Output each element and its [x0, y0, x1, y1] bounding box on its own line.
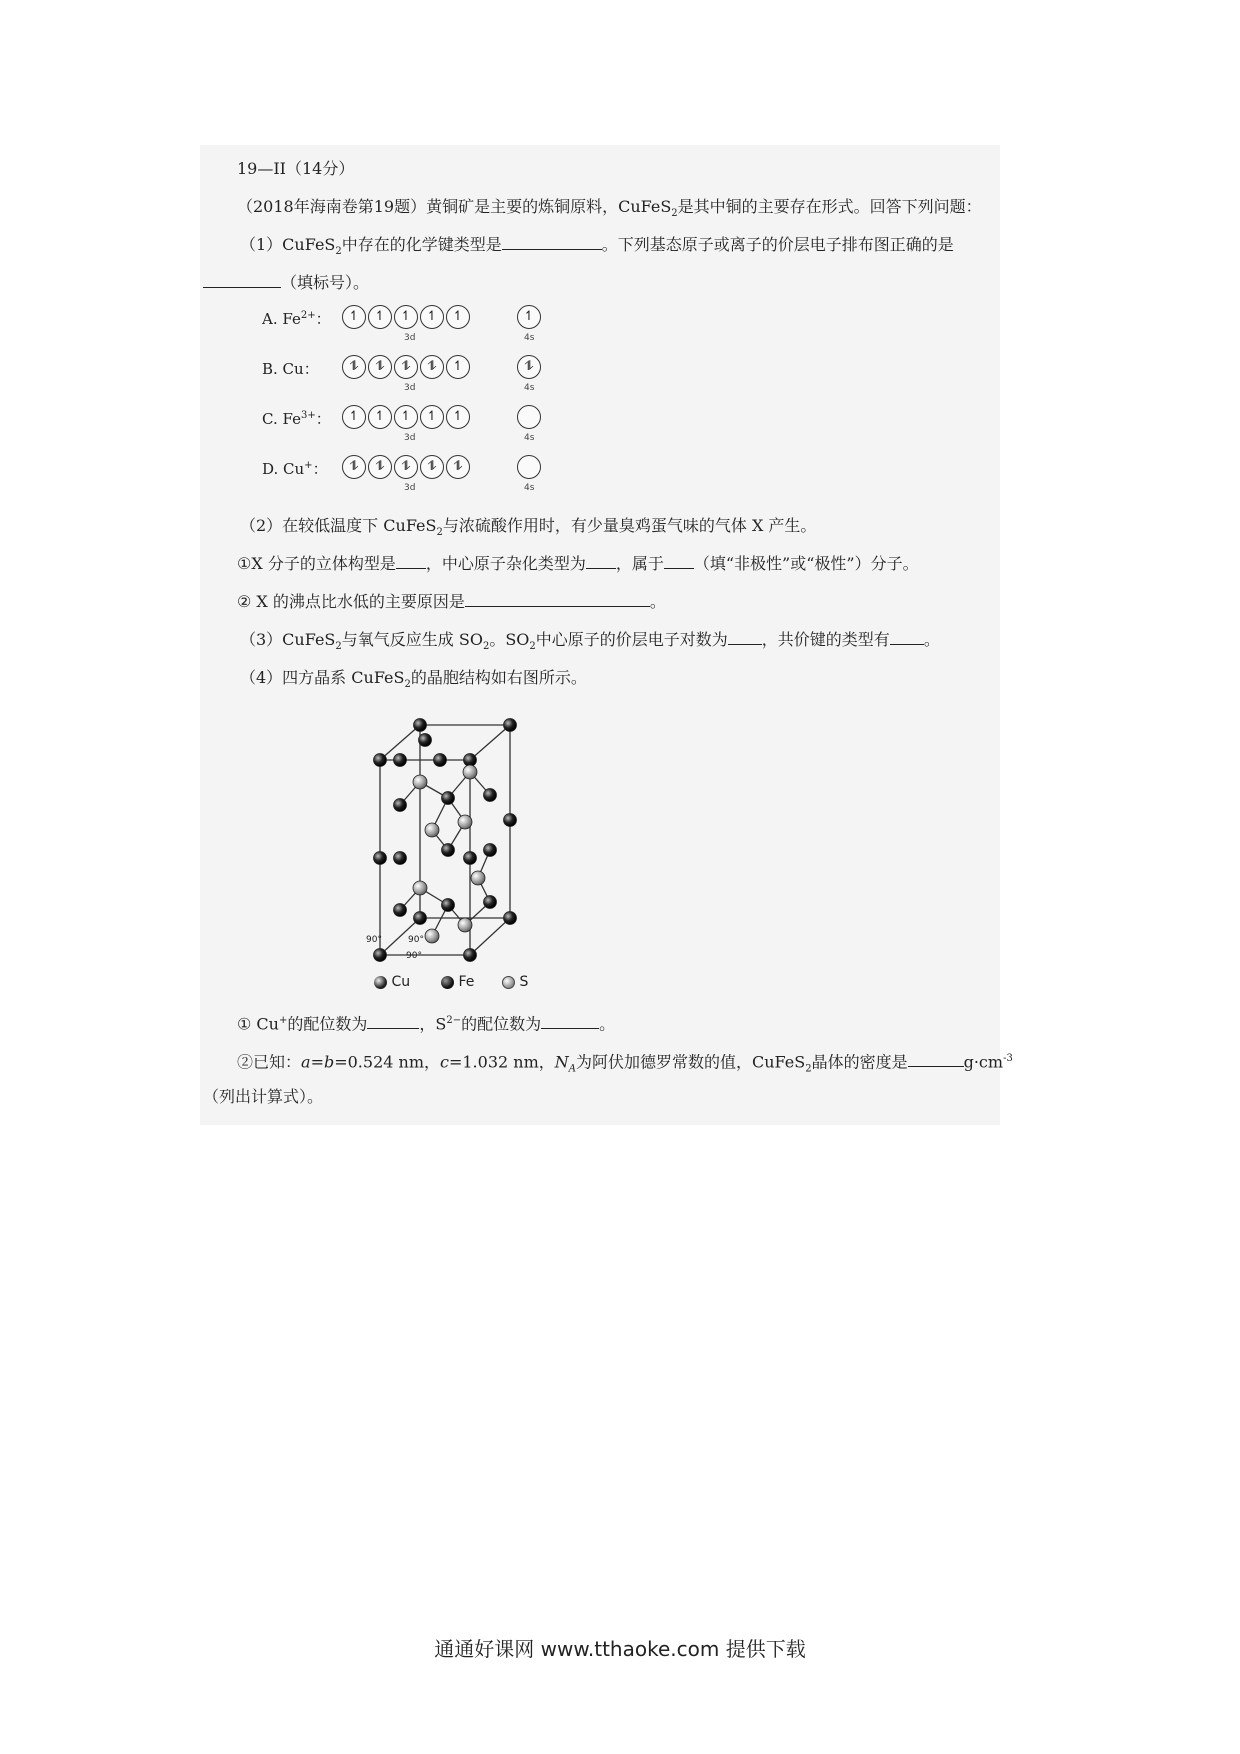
sulfur-atom: [458, 815, 472, 829]
orbital-box-4s: [517, 455, 541, 479]
answer-blank[interactable]: [728, 630, 762, 645]
copper-atom: [464, 949, 477, 962]
iron-atom: [484, 844, 497, 857]
iron-atom: [464, 754, 477, 767]
copper-atom: [504, 912, 517, 925]
orbital-box-3d: ⥮: [394, 455, 418, 479]
legend-cu: Cu: [374, 974, 410, 990]
copper-atom: [394, 904, 407, 917]
iron-atom: [442, 792, 455, 805]
legend-s: S: [502, 974, 528, 990]
answer-blank[interactable]: [541, 1014, 599, 1029]
copper-atom: [374, 754, 387, 767]
q4-2-line-2: （列出计算式）。: [203, 1087, 324, 1106]
sublevel-label-4s: 4s: [524, 433, 535, 443]
legend-fe: Fe: [441, 974, 474, 990]
answer-blank[interactable]: [367, 1014, 419, 1029]
orbital-box-3d: ↿: [394, 305, 418, 329]
angle-label: 90°: [408, 935, 424, 945]
iron-atom: [504, 814, 517, 827]
cell-edge: [470, 918, 510, 955]
orbital-box-3d: ↿: [368, 305, 392, 329]
answer-blank[interactable]: [890, 630, 924, 645]
sublevel-label-3d: 3d: [404, 383, 416, 393]
question-header: 19—II（14分）: [237, 159, 355, 178]
sulfur-atom: [413, 881, 427, 895]
sublevel-label-4s: 4s: [524, 333, 535, 343]
sulfur-atom: [413, 775, 427, 789]
copper-atom: [464, 852, 477, 865]
orbital-option-label: B. Cu：: [262, 360, 319, 378]
answer-blank[interactable]: [502, 235, 602, 250]
iron-atom: [374, 852, 387, 865]
iron-atom: [394, 852, 407, 865]
angle-label: 90°: [406, 951, 422, 961]
crystal-structure-diagram: [360, 700, 560, 980]
orbital-box-4s: ⥮: [517, 355, 541, 379]
answer-blank[interactable]: [664, 554, 694, 569]
orbital-box-4s: ↿: [517, 305, 541, 329]
answer-blank[interactable]: [465, 592, 650, 607]
q2-line: （2）在较低温度下 CuFeS$_2$与浓硫酸作用时，有少量臭鸡蛋气味的气体 X 产生。: [240, 516, 817, 539]
copper-atom: [442, 844, 455, 857]
iron-atom: [434, 754, 447, 767]
orbital-box-3d: ↿: [342, 405, 366, 429]
orbital-box-3d: ↿: [394, 405, 418, 429]
iron-atom: [374, 949, 387, 962]
cell-edge: [470, 725, 510, 760]
sulfur-atom: [425, 929, 439, 943]
sublevel-label-4s: 4s: [524, 483, 535, 493]
q4-2-line: ②已知：a=b=0.524 nm，c=1.032 nm，$N_A$为阿伏加德罗常数的值，CuFeS$_2$晶体的密度是 $g\cdot cm^{-3}$: [237, 1052, 1013, 1075]
q4-line: （4）四方晶系 CuFeS$_2$的晶胞结构如右图所示。: [240, 668, 587, 691]
orbital-box-3d: ⥮: [420, 455, 444, 479]
sublevel-label-3d: 3d: [404, 433, 416, 443]
q1-line: （1）CuFeS$_2$中存在的化学键类型是 。下列基态原子或离子的价层电子排布图正确的是: [240, 235, 954, 258]
orbital-box-3d: ↿: [446, 305, 470, 329]
orbital-box-3d: ↿: [342, 305, 366, 329]
orbital-box-3d: ⥮: [446, 455, 470, 479]
iron-atom: [414, 719, 427, 732]
orbital-box-3d: ⥮: [368, 355, 392, 379]
sulfur-atom: [458, 918, 472, 932]
orbital-box-3d: ⥮: [394, 355, 418, 379]
orbital-box-3d: ⥮: [420, 355, 444, 379]
orbital-box-3d: ↿: [446, 405, 470, 429]
footer-text: 通通好课网 www.tthaoke.com 提供下载: [434, 1637, 806, 1661]
copper-atom: [394, 754, 407, 767]
orbital-option-label: C. $Fe^{3+}$：: [262, 410, 331, 428]
answer-blank[interactable]: [586, 554, 616, 569]
orbital-box-3d: ↿: [368, 405, 392, 429]
orbital-box-3d: ↿: [420, 405, 444, 429]
orbital-box-4s: [517, 405, 541, 429]
sulfur-atom: [471, 871, 485, 885]
q4-1-line: ① Cu+的配位数为 ，$S^{2-}$的配位数为 。: [237, 1014, 616, 1034]
angle-label: 90°: [366, 935, 382, 945]
iron-atom: [419, 734, 432, 747]
orbital-box-3d: ⥮: [368, 455, 392, 479]
iron-atom: [442, 899, 455, 912]
answer-blank[interactable]: [203, 273, 281, 288]
answer-blank[interactable]: [396, 554, 426, 569]
orbital-box-3d: ⥮: [342, 455, 366, 479]
iron-atom: [414, 912, 427, 925]
intro-text: （2018年海南卷第19题）黄铜矿是主要的炼铜原料，CuFeS$_2$是其中铜的主要存在形式。回答下列问题：: [237, 197, 982, 220]
orbital-option-label: D. Cu+：: [262, 460, 328, 478]
sublevel-label-4s: 4s: [524, 383, 535, 393]
sulfur-atom: [425, 823, 439, 837]
orbital-box-3d: ↿: [420, 305, 444, 329]
copper-atom: [484, 896, 497, 909]
copper-atom: [484, 789, 497, 802]
sublevel-label-3d: 3d: [404, 333, 416, 343]
sulfur-atom: [463, 765, 477, 779]
copper-atom: [394, 799, 407, 812]
orbital-box-3d: ⥮: [342, 355, 366, 379]
q2-1-line: ①X 分子的立体构型是 ，中心原子杂化类型为 ，属于 （填“非极性”或“极性”）分子。: [237, 554, 919, 573]
q2-2-line: ② X 的沸点比水低的主要原因是 。: [237, 592, 666, 611]
iron-atom: [504, 719, 517, 732]
answer-blank[interactable]: [908, 1052, 964, 1067]
q3-line: （3）CuFeS$_2$与氧气反应生成 $SO_2$。$SO_2$中心原子的价层电子对数为 ，共价键的类型有 。: [240, 630, 940, 653]
sublevel-label-3d: 3d: [404, 483, 416, 493]
q1-line-2: （填标号）。: [203, 272, 369, 294]
orbital-box-3d: ↿: [446, 355, 470, 379]
orbital-option-label: A. $Fe^{2+}$：: [262, 310, 331, 328]
